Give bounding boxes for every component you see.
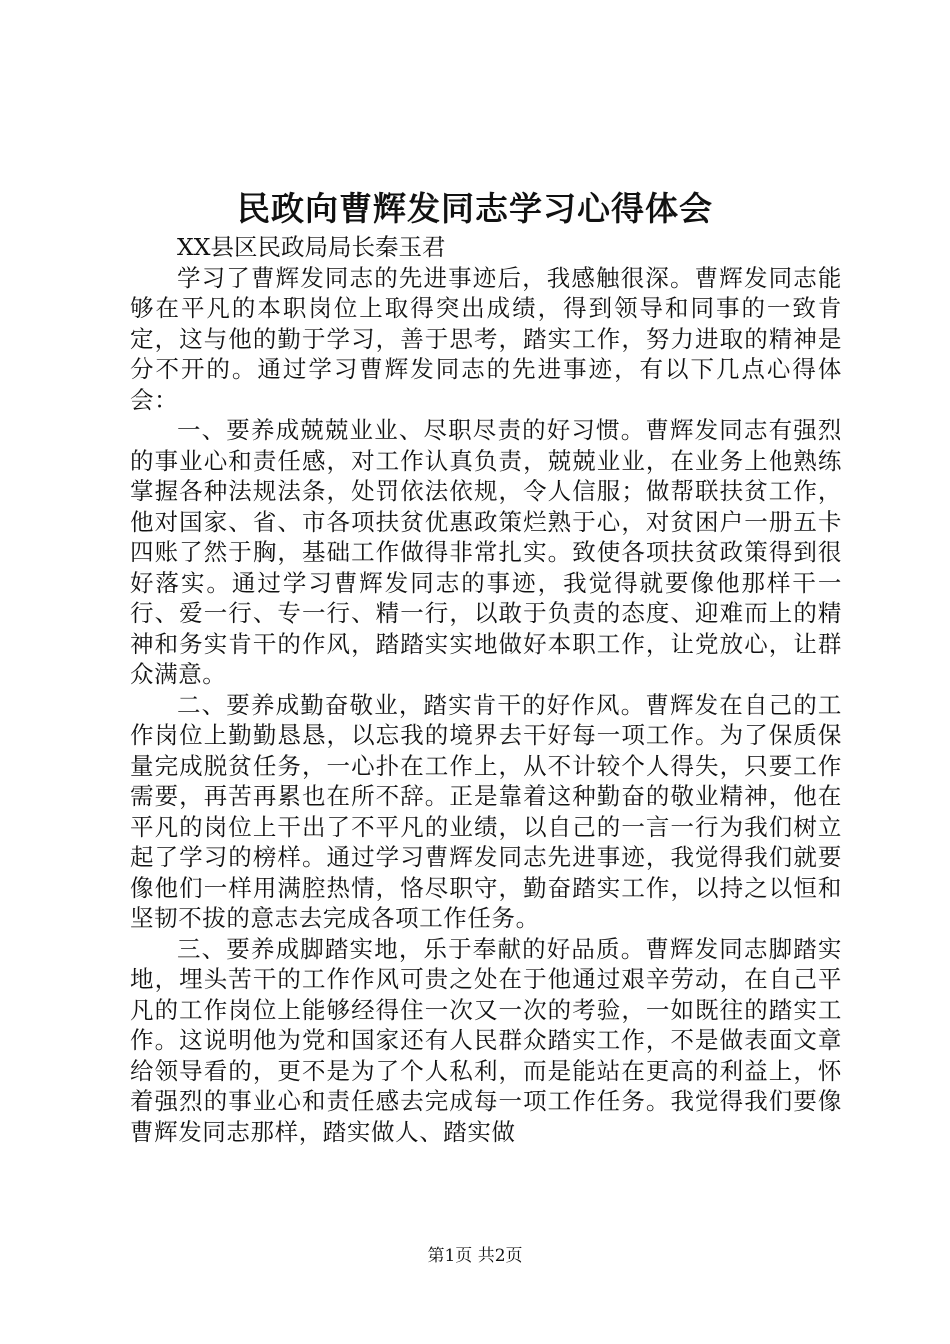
- page-number-footer: 第1页 共2页: [427, 1246, 523, 1266]
- document-body: [130, 232, 842, 1147]
- author-line: XX县区民政局局长秦玉君: [177, 233, 446, 261]
- paragraph-intro: 学习了曹辉发同志的先进事迹后，我感触很深。曹辉发同志能够在平凡的本职岗位上取得突出成绩，得到领导和同事的一致肯定，这与他的勤于学习，善于思考，踏实工作，努力进取的精神是分不开的。通过学习曹辉发同志的先进事迹，有以下几点心得体会：: [130, 263, 842, 414]
- paragraph-point-three: 三、要养成脚踏实地，乐于奉献的好品质。曹辉发同志脚踏实地，埋头苦干的工作作风可贵之处在于他通过艰辛劳动，在自己平凡的工作岗位上能够经得住一次又一次的考验，一如既往的踏实工作。这说明他为党和国家还有人民群众踏实工作，不是做表面文章给领导看的，更不是为了个人私利，而是能站在更高的利益上，怀着强烈的事业心和责任感去完成每一项工作任务。我觉得我们要像曹辉发同志那样，踏实做人、踏实做: [130, 934, 842, 1146]
- paragraph-point-one: 一、要养成兢兢业业、尽职尽责的好习惯。曹辉发同志有强烈的事业心和责任感，对工作认真负责，兢兢业业，在业务上他熟练掌握各种法规法条，处罚依法依规，令人信服；做帮联扶贫工作，他对国家、省、市各项扶贫优惠政策烂熟于心，对贫困户一册五卡四账了然于胸，基础工作做得非常扎实。致使各项扶贫政策得到很好落实。通过学习曹辉发同志的事迹，我觉得就要像他那样干一行、爱一行、专一行、精一行，以敢于负责的态度、迎难而上的精神和务实肯干的作风，踏踏实实地做好本职工作，让党放心，让群众满意。: [130, 416, 842, 688]
- document-title: 民政向曹辉发同志学习心得体会: [237, 189, 713, 228]
- paragraph-point-two: 二、要养成勤奋敬业，踏实肯干的好作风。曹辉发在自己的工作岗位上勤勤恳恳，以忘我的境界去干好每一项工作。为了保质保量完成脱贫任务，一心扑在工作上，从不计较个人得失，只要工作需要，再苦再累也在所不辞。正是靠着这种勤奋的敬业精神，他在平凡的岗位上干出了不平凡的业绩，以自己的一言一行为我们树立起了学习的榜样。通过学习曹辉发同志先进事迹，我觉得我们就要像他们一样用满腔热情，恪尽职守，勤奋踏实工作，以持之以恒和坚韧不拔的意志去完成各项工作任务。: [130, 690, 842, 932]
